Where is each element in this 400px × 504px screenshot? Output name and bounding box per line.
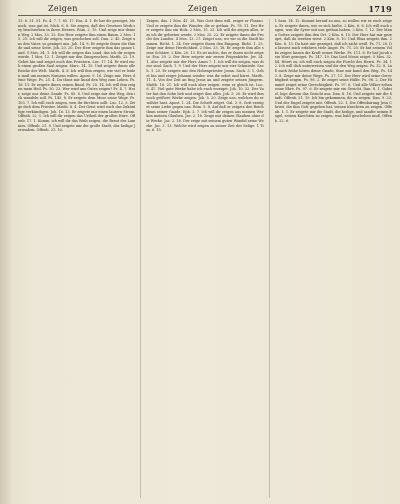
column-divider [269, 19, 270, 498]
column-1: 13. 6. 31. 51. Ps. 4. 7. 7. 85. 17. Esa. 4. 1. Er hat dir gezeiget, Mensch, was gut ist. Mich. 6. 8. Sie zeigen, daß des Gesetzes Werk sey beschrieben in ihren Herzen. Röm. 2. 15. Und zeige mir deinen Weg. 2 Mos. 33. 13. Der Herr zeigete ihm einen Baum. 2 Mos. 15. 25. Ich will dir zeigen, was geschehen soll. Dan. 2. 45. Zeige uns den Vater, so genüget uns. Joh. 14. 8. Er zeigete ihnen die Hände und seine Seite. Joh. 20. 20. Der Herr zeigete ihm das ganze Land. 5 Mos. 34. 1. Ich will dir zeigen das Land, das ich dir zeigen werde. 1 Mos. 12. 1. Zeiget mir den Zinsgroschen. Matth. 22. 19. Gehet hin und zeiget euch den Priestern. Luc. 17. 14. Er wird euch einen großen Saal zeigen. Marc. 14. 15. Und zeigete ihnen alle Reiche der Welt. Matth. 4. 8. Ich will ihm zeigen, wie viel er leiden muß um meines Namens willen. Apost. 9. 16. Zeige mir, Herr, deine Wege. Ps. 25. 4. Du thust mir kund den Weg zum Leben. Ps. 16. 11. Er zeigete ihnen seinen Bund. Ps. 25. 14. Ich will ihm zeigen mein Heil. Ps. 50. 23. Wer wird uns Gutes zeigen? Ps. 4. 7. Herr, zeige uns deine Gnade. Ps. 85. 8. Und zeige mir den Weg, den ich wandeln soll. Ps. 143. 8. Er zeigete dem Mose seine Wege. Ps. 103. 7. Ich will euch zeigen, wen ihr fürchten sollt. Luc. 12. 5. Zeige dich dem Priester. Matth. 8. 4. Der Geist wird euch das Zukünftige verkündigen. Joh. 16. 13. Er zeigete mir einen lautern Strom. Offenb. 22. 1. Ich will dir zeigen das Urtheil der großen Hure. Offenb. 17. 1. Komm, ich will dir das Weib zeigen, die Braut des Lammes. Offenb. 21. 9. Und zeigete mir die große Stadt, das heilige Jerusalem. Offenb. 21. 10. [18, 19, 136, 133]
header-right: Zeigen [296, 4, 326, 13]
column-divider [140, 19, 141, 498]
header-rule [18, 15, 392, 16]
page-binding-shadow [0, 0, 12, 504]
page-number: 1719 [368, 4, 392, 14]
header-left: Zeigen [48, 4, 78, 13]
text-columns [18, 19, 392, 498]
header-center: Zeigen [188, 4, 218, 13]
column-3: 1 Sam. 14. 12. Kommt herauf zu uns, so wollen wir es euch zeigen. Er zeigete ihnen, wie er sich hielte. 2 Kön. 6. 6. Ich will euch sagen, was die Syrer mit uns gethan haben. 2 Kön. 7. 12. Der Mann Gottes zeigete ihm den Ort. 2 Kön. 6. 10. Der Herr hat mir gezeiget, daß du sterben wirst. 2 Kön. 8. 10. Und Elisa zeigete ihm. 2 Kön. 8. 13. Du hast mir gezeiget, daß ich nicht weiß. Ps. 71. 20. Du lässest mich erfahren viele Angst. Ps. 71. 20. Er hat seinem Volke zeigen lassen die Kraft seiner Werke. Ps. 111. 6. Er hat Jacob sein Wort gezeiget. Ps. 147. 19. Das Lied Mosis zeiget. 5 Mos. 32. 44. Höret zu, ich will euch zeigen die Furcht des Herrn. Ps. 34. 12. Ich will dich unterweisen und dir den Weg zeigen. Ps. 32. 8. Laß mich frühe hören deine Gnade, thue mir kund den Weg. Ps. 143. 8. Zeige mir deine Wege. Ps. 27. 11. Der Herr wird seine Gerechtigkeit zeigen. Ps. 98. 2. Er zeiget seine Hülfe. Ps. 98. 2. Der Himmel zeiget seine Gerechtigkeit. Ps. 97. 6. Und alle Völker sehen seine Ehre. Ps. 97. 6. Er zeigete mir ein Gesicht. Dan. 8. 1. Gabriel, lege diesem das Gesicht aus. Dan. 8. 16. Und zeigete mir die Stadt. Offenb. 21. 10. Ich bin gekommen, dir zu zeigen. Dan. 9. 23. Und der Engel zeigete mir. Offenb. 22. 1. Die Offenbarung Jesu Christi, die ihm Gott gegeben hat, seinen Knechten zu zeigen. Offenb. 1. 1. Er zeigete mir die Stadt, die heilige, und sandte seinen Engel, seinen Knechten zu zeigen, was bald geschehen muß. Offenb. 22. 6. [274, 19, 392, 124]
column-2: Zeigen, das. 1 Mos. 41. 28. Was Gott thun will, zeiget er Pharao. Und er zeigete ihm die Wunder, die er gethan. Ps. 78. 11. Der Herr zeigete ihm ein Holz. 2 Mos. 15. 25. Ich will dir zeigen alles, was ich dir gebieten werde. 2 Mos. 25. 22. Er zeigete ihnen die Frucht des Landes. 4 Mos. 13. 27. Zeiget uns, wo wir in die Stadt kommen. Richt. 1. 24. Der zeigete ihnen den Eingang. Richt. 1. 25. Zeige mir deine Herrlichkeit. 2 Mos. 33. 18. Er zeigete ihm alle seine Schätze. 2 Kön. 20. 13. Es ist nichts, das er ihnen nicht zeigete. Esa. 39. 2. Der Herr zeigete mir zween Feigenkörbe. Jer. 24. 1. Also zeigete mir der Herr. Amos 7. 1. Ich will dir zeigen, was diese sind. Sach. 1. 9. Und der Herr zeigete mir vier Schmiede. Sach. 1. 20. Er zeigete mir den Hohenpriester Josua. Sach. 3. 1. Gehet hin und zeiget Johanni wieder, was ihr sehet und höret. Matth. 11. 4. Von der Zeit an fing Jesus an und zeigete seinen Jüngern. Matth. 16. 21. Ich will euch aber zeigen, wem er gleich ist. Luc. 6. 47. Viel gute Werke habe ich euch erzeiget. Joh. 10. 32. Der Vater hat den Sohn lieb und zeiget ihm alles. Joh. 5. 20. Er wird ihm noch größere Werke zeigen. Joh. 5. 20. Zeige uns, welchen du erwählet hast. Apost. 1. 24. Die Schrift zeiget. Gal. 3. 8. Gott erzeiget seine Liebe gegen uns. Röm. 5. 8. Auf daß er zeigete den Reichthum seiner Gnade. Eph. 2. 7. Ich will dir zeigen aus meinen Werken meinen Glauben. Jac. 2. 18. Zeige mir deinen Glauben ohne die Werke. Jac. 2. 18. Der zeige mit seinem guten Wandel seine Werke. Jac. 3. 13. Welche wird zeigen zu seiner Zeit der Selige. 1 Tim. 6. 15. [146, 19, 264, 133]
